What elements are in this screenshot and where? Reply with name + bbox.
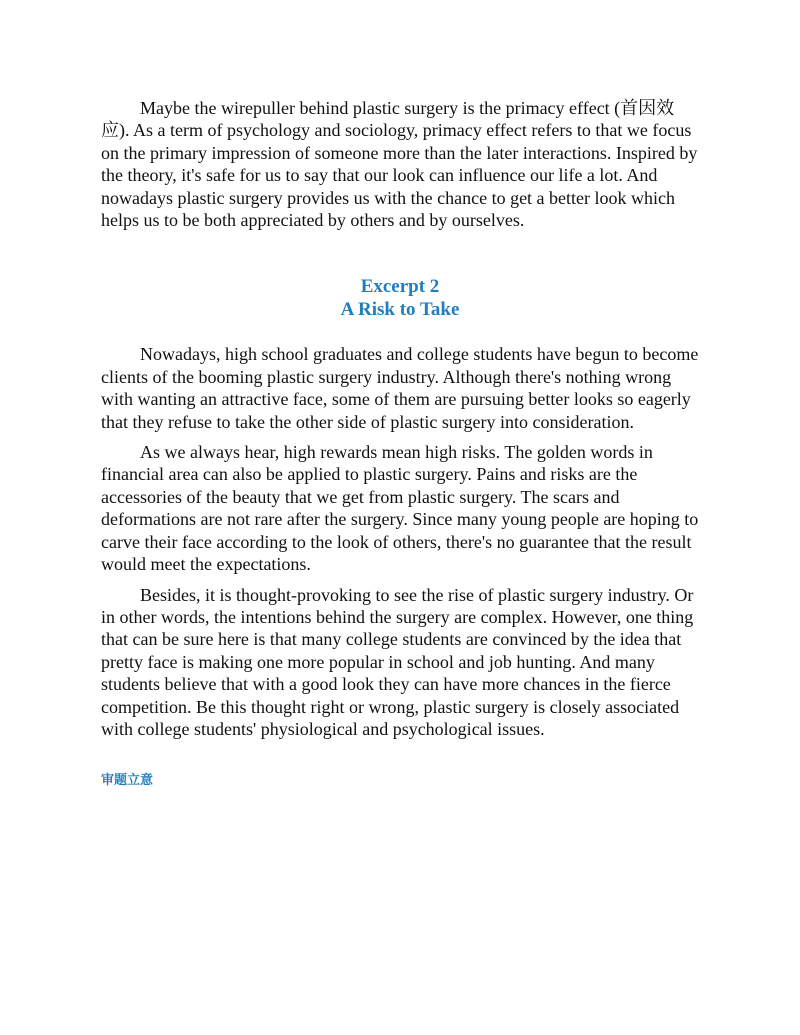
excerpt-paragraph-3: Besides, it is thought-provoking to see the rise of plastic surgery industry. Or in other words, the intentions behind the surgery are complex. However, one thing that can be sure here is that many college students are convinced by the idea that pretty face is making one more popular in school and job hunting. And many students believe that with a good look they can have more chances in the fierce competition. Be this thought right or wrong, plastic surgery is closely associated with college students' physiological and psychological issues. <box>101 584 694 739</box>
document-content <box>101 97 699 789</box>
excerpt-heading <box>101 275 699 321</box>
excerpt-paragraph-2: As we always hear, high rewards mean high risks. The golden words in financial area can also be applied to plastic surgery. Pains and risks are the accessories of the beauty that we get from plastic surgery. The scars and deformations are not rare after the surgery. Since many young people are hoping to carve their face according to the look of others, there's no guarantee that the result would meet the expectations. <box>101 442 699 575</box>
excerpt-paragraph-1: Nowadays, high school graduates and college students have begun to become clients of the booming plastic surgery industry. Although there's nothing wrong with wanting an attractive face, some of them are pursuing better looks so eagerly that they refuse to take the other side of plastic surgery into consideration. <box>101 344 699 432</box>
excerpt-number: Excerpt 2 <box>360 276 440 298</box>
intro-paragraph: Maybe the wirepuller behind plastic surgery is the primacy effect (首因效应). As a term of psychology and sociology, primacy effect refers to that we focus on the primary impression of someone more than the later interactions. Inspired by the theory, it's safe for us to say that our look can influence our life a lot. And nowadays plastic surgery provides us with the chance to get a better look which helps us to be both appreciated by others and by ourselves. <box>101 98 698 231</box>
section-label: 审题立意 <box>101 773 154 789</box>
excerpt-title: A Risk to Take <box>340 299 460 321</box>
